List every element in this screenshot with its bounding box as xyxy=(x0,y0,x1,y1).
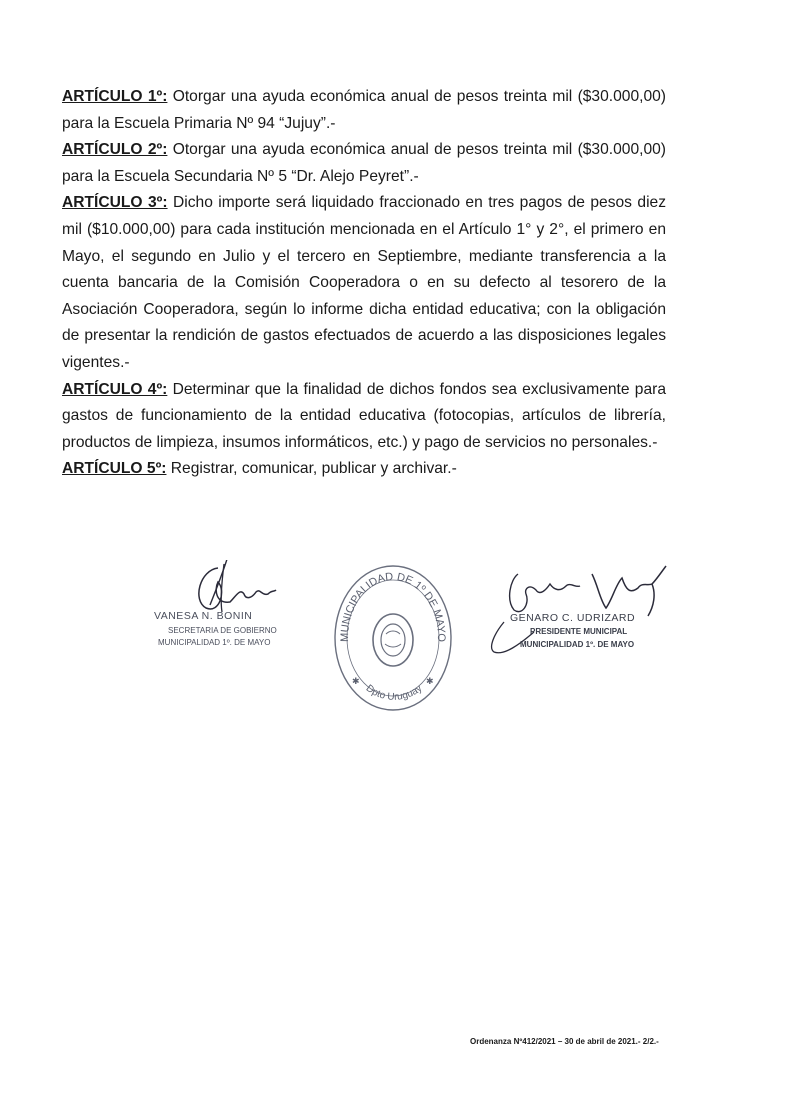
article-4 xyxy=(62,377,666,457)
signatory-left-institution: MUNICIPALIDAD 1º. DE MAYO xyxy=(158,638,271,647)
article-2-text: Otorgar una ayuda económica anual de pesos treinta mil ($30.000,00) para la Escuela Secundaria Nº 5 “Dr. Alejo Peyret”.- xyxy=(62,141,666,185)
signature-block-right xyxy=(480,560,680,670)
svg-text:✱: ✱ xyxy=(426,677,434,687)
article-2-label: ARTÍCULO 2º: xyxy=(62,141,168,159)
signatory-right-institution: MUNICIPALIDAD 1º. DE MAYO xyxy=(520,640,635,649)
svg-text:MUNICIPALIDAD DE 1º DE MAYO xyxy=(339,571,447,643)
signatory-right-role: PRESIDENTE MUNICIPAL xyxy=(530,627,628,636)
article-5 xyxy=(62,456,666,483)
seal-icon xyxy=(330,562,456,714)
signatory-right-name: GENARO C. UDRIZARD xyxy=(510,612,636,624)
ordinance-body xyxy=(62,84,666,483)
signatory-left-name: VANESA N. BONIN xyxy=(154,610,253,622)
municipal-seal xyxy=(330,562,456,714)
article-1 xyxy=(62,84,666,137)
article-1-label: ARTÍCULO 1º: xyxy=(62,88,168,105)
svg-text:✱: ✱ xyxy=(352,677,360,687)
article-5-label: ARTÍCULO 5º: xyxy=(62,460,167,478)
article-3-label: ARTÍCULO 3º: xyxy=(62,194,168,212)
article-1-text: Otorgar una ayuda económica anual de pesos treinta mil ($30.000,00) para la Escuela Primaria Nº 94 “Jujuy”.- xyxy=(62,88,666,132)
svg-text:Dpto Uruguay xyxy=(364,683,425,703)
signatory-left-role: SECRETARIA DE GOBIERNO xyxy=(168,626,277,635)
article-5-text: Registrar, comunicar, publicar y archivar.- xyxy=(166,460,457,478)
seal-bottom-text: Dpto Uruguay xyxy=(363,682,425,703)
article-4-label: ARTÍCULO 4º: xyxy=(62,380,168,398)
article-4-text: Determinar que la finalidad de dichos fondos sea exclusivamente para gastos de funcionamiento de la entidad educativa (fotocopias, artículos de librería, productos de limpieza, insumos informáticos, etc.) y pago de servicios no personales.- xyxy=(62,380,666,451)
document-footer: Ordenanza Nº412/2021 – 30 de abril de 2021.- 2/2.- xyxy=(470,1037,659,1046)
seal-top-text: MUNICIPALIDAD DE 1º DE MAYO xyxy=(338,570,448,642)
article-3-text: Dicho importe será liquidado fraccionado en tres pagos de pesos diez mil ($10.000,00) para cada institución mencionada en el Artículo 1° y 2°, el primero en Mayo, el segundo en Julio y el tercero en Septiembre, mediante transferencia a la cuenta bancaria de la Comisión Cooperadora o en su defecto al tesorero de la Asociación Cooperadora, según lo informe dicha entidad educativa; con la obligación de presentar la rendición de gastos efectuados de acuerdo a las disposiciones legales vigentes.- xyxy=(62,194,667,371)
article-3 xyxy=(62,190,666,376)
signature-block-left xyxy=(140,560,290,660)
article-2 xyxy=(62,137,666,190)
